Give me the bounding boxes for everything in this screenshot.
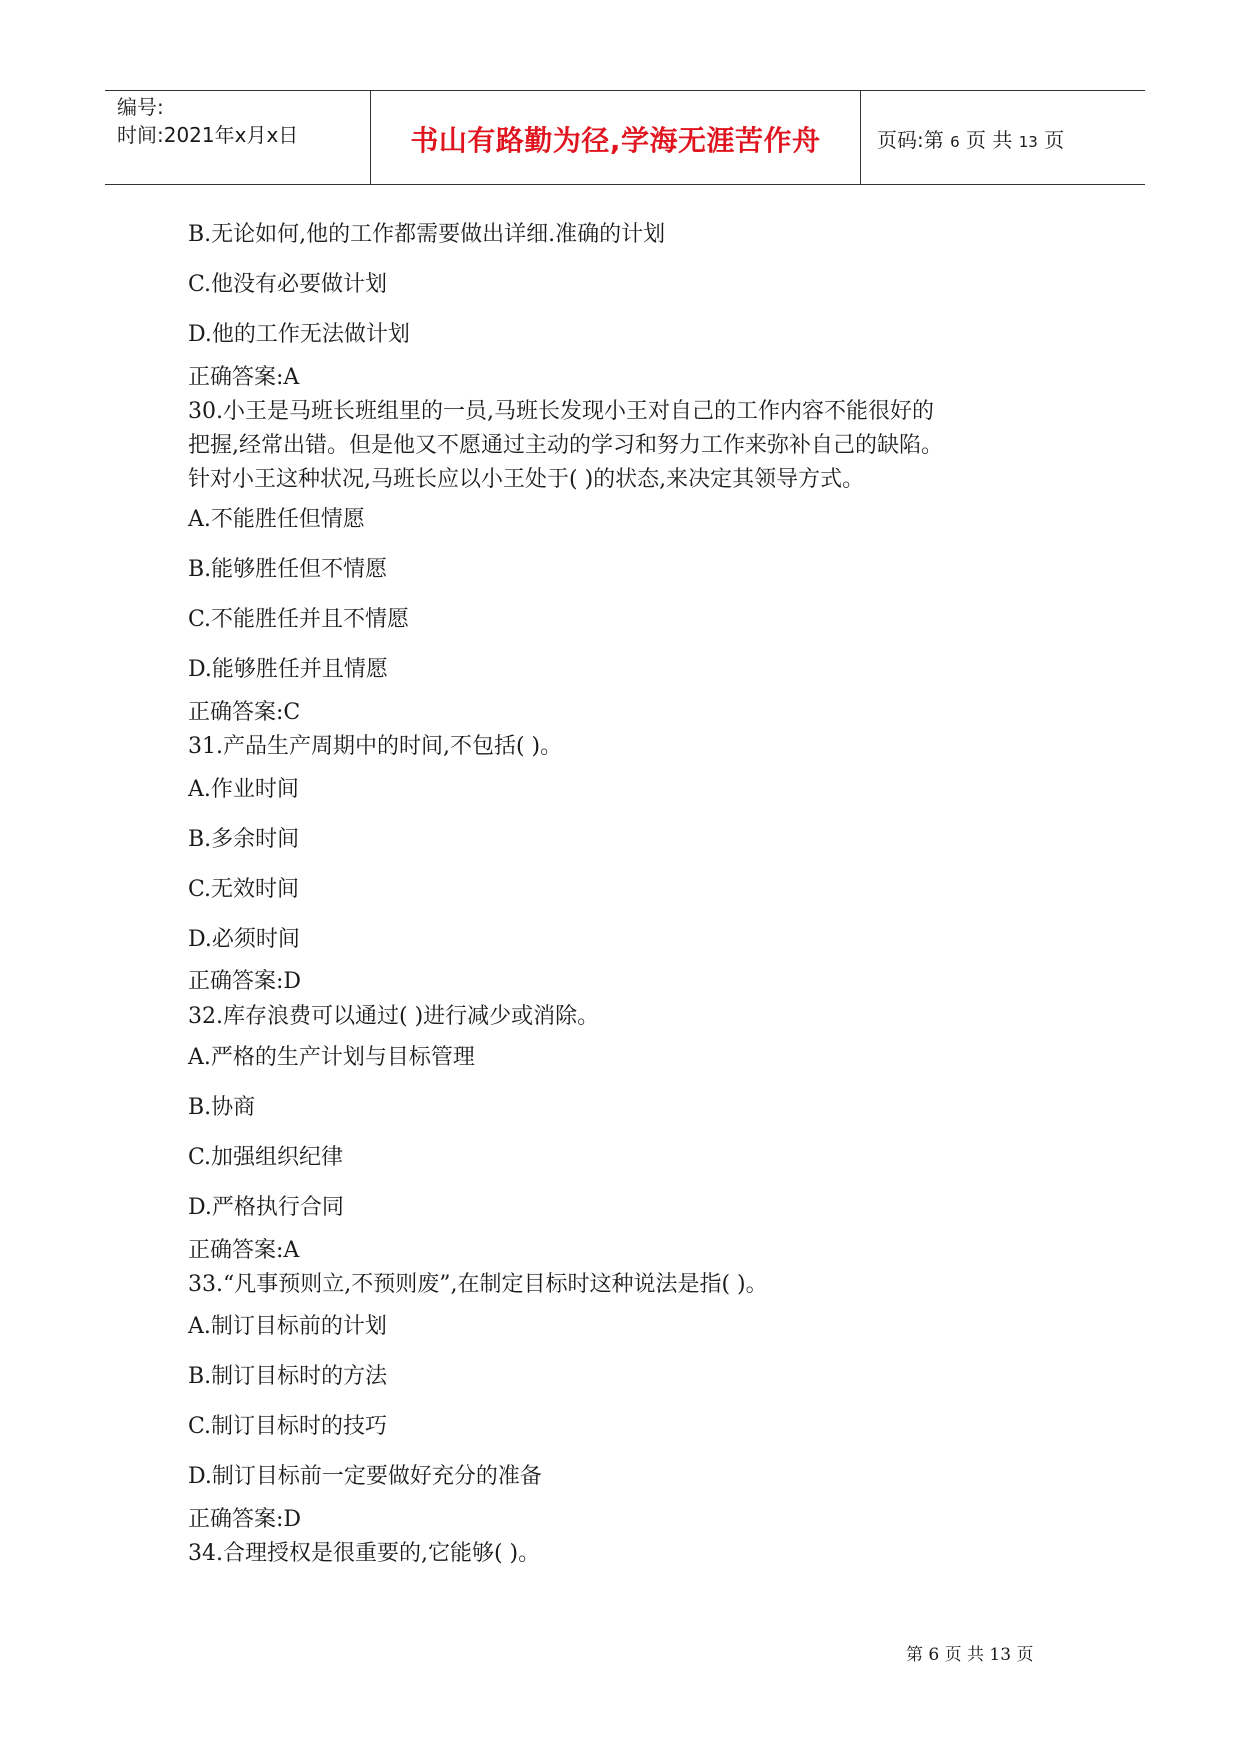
text-line: B.协商 <box>188 1095 256 1120</box>
text-line: B.能够胜任但不情愿 <box>188 557 388 582</box>
text-line: A.作业时间 <box>188 777 299 802</box>
motto: 书山有路勤为径,学海无涯苦作舟 <box>410 124 821 157</box>
page-mid: 页 共 <box>966 128 1013 152</box>
header-page-cell <box>861 91 1145 184</box>
answer-line: 正确答案:A <box>188 1238 300 1263</box>
question-line: 针对小王这种状况,马班长应以小王处于( )的状态,来决定其领导方式。 <box>188 467 865 492</box>
text-line: B.无论如何,他的工作都需要做出详细.准确的计划 <box>188 222 666 247</box>
time-label: 时间:2021年x月x日 <box>117 123 299 147</box>
question-line: 32.库存浪费可以通过( )进行减少或消除。 <box>188 1004 600 1029</box>
text-line: D.他的工作无法做计划 <box>188 322 410 347</box>
answer-line: 正确答案:D <box>188 969 302 994</box>
answer-line: 正确答案:A <box>188 365 300 390</box>
page-current: 6 <box>950 133 960 151</box>
text-line: D.必须时间 <box>188 927 300 952</box>
text-line: C.加强组织纪律 <box>188 1145 344 1170</box>
page-footer: 第 6 页 共 13 页 <box>906 1645 1034 1665</box>
header-meta-cell <box>105 91 370 184</box>
question-line: 34.合理授权是很重要的,它能够( )。 <box>188 1541 541 1566</box>
text-line: B.制订目标时的方法 <box>188 1364 388 1389</box>
text-line: A.制订目标前的计划 <box>188 1314 387 1339</box>
text-line: C.不能胜任并且不情愿 <box>188 607 410 632</box>
page-header <box>105 90 1145 185</box>
question-line: 33.“凡事预则立,不预则废”,在制定目标时这种说法是指( )。 <box>188 1272 768 1297</box>
page-suffix: 页 <box>1044 128 1065 152</box>
text-line: C.他没有必要做计划 <box>188 272 388 297</box>
text-line: D.制订目标前一定要做好充分的准备 <box>188 1464 542 1489</box>
text-line: C.制订目标时的技巧 <box>188 1414 388 1439</box>
text-line: D.严格执行合同 <box>188 1195 344 1220</box>
text-line: A.不能胜任但情愿 <box>188 507 365 532</box>
page-prefix: 页码:第 <box>877 128 944 152</box>
page-total: 13 <box>1018 133 1038 151</box>
number-label: 编号: <box>117 95 164 119</box>
answer-line: 正确答案:C <box>188 700 301 725</box>
text-line: C.无效时间 <box>188 877 300 902</box>
text-line: B.多余时间 <box>188 827 300 852</box>
answer-line: 正确答案:D <box>188 1507 302 1532</box>
question-line: 把握,经常出错。但是他又不愿通过主动的学习和努力工作来弥补自己的缺陷。 <box>188 433 943 458</box>
header-motto-cell <box>370 91 861 184</box>
page-info <box>877 124 1064 153</box>
text-line: D.能够胜任并且情愿 <box>188 657 388 682</box>
question-line: 30.小王是马班长班组里的一员,马班长发现小王对自己的工作内容不能很好的 <box>188 399 934 424</box>
text-line: A.严格的生产计划与目标管理 <box>188 1045 475 1070</box>
question-line: 31.产品生产周期中的时间,不包括( )。 <box>188 734 563 759</box>
